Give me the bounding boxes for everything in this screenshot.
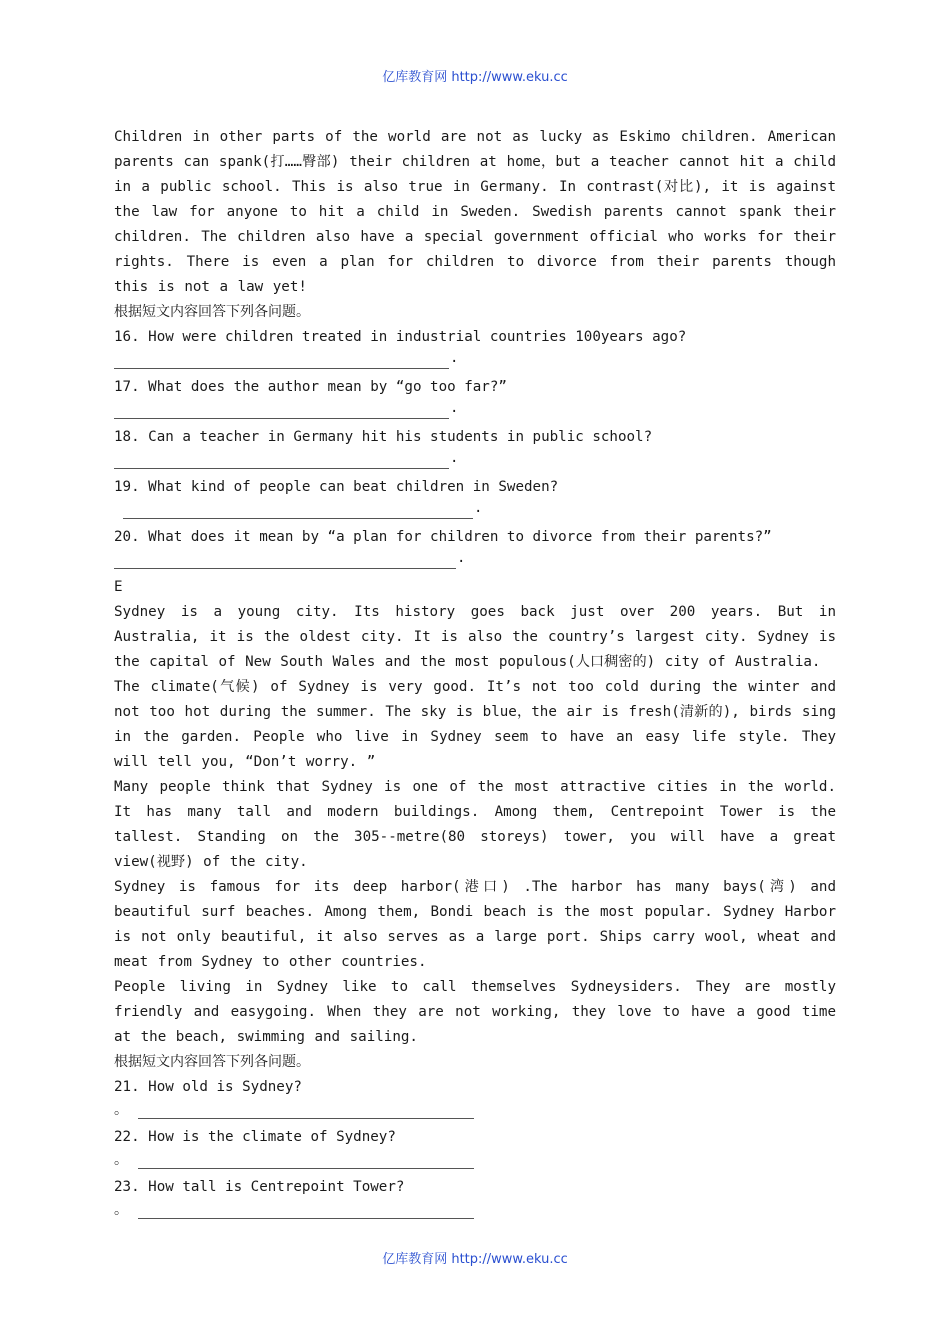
page-footer: 亿库教育网 http://www.eku.cc bbox=[382, 1252, 568, 1267]
passage-e-paragraph-2: The climate(气候) of Sydney is very good. It’s not too cold during the winter and not too hot during the summer. The sky is blue，the air is fresh(清新的), birds sing in the garden. People who live in Sydney seem to have an easy life style. They will tell you, “Don’t worry. ” bbox=[114, 679, 836, 770]
instruction-2: 根据短文内容回答下列各问题。 bbox=[114, 1054, 310, 1070]
question-20: 20. What does it mean by “a plan for children to divorce from their parents?” bbox=[114, 529, 772, 545]
page-header: 亿库教育网 http://www.eku.cc bbox=[382, 70, 568, 85]
section-e-label: E bbox=[114, 579, 123, 595]
answer-line-18[interactable]: . bbox=[114, 450, 836, 475]
instruction-1: 根据短文内容回答下列各问题。 bbox=[114, 304, 310, 320]
answer-line-21[interactable]: 。 bbox=[114, 1100, 836, 1125]
question-17: 17. What does the author mean by “go too far?” bbox=[114, 379, 507, 395]
passage-d: Children in other parts of the world are not as lucky as Eskimo children. American parents can spank(打……臀部) their children at home，but a teacher cannot hit a child in a public school. This is also true in Germany. In contrast(对比), it is against the law for anyone to hit a child in Sweden. Swedish parents cannot spank their children. The children also have a special government official who works for their rights. There is even a plan for children to divorce from their parents though this is not a law yet! bbox=[114, 129, 836, 295]
question-21: 21. How old is Sydney? bbox=[114, 1079, 302, 1095]
answer-line-19[interactable]: . bbox=[114, 500, 836, 525]
passage-e-paragraph-1: Sydney is a young city. Its history goes back just over 200 years. But in Australia, it is the oldest city. It is also the country’s largest city. Sydney is the capital of New South Wales and the most populous(人口稠密的) city of Australia. bbox=[114, 604, 836, 670]
answer-line-17[interactable]: . bbox=[114, 400, 836, 425]
question-16: 16. How were children treated in industrial countries 100years ago? bbox=[114, 329, 687, 345]
answer-line-23[interactable]: 。 bbox=[114, 1200, 836, 1225]
answer-line-16[interactable]: . bbox=[114, 350, 836, 375]
answer-line-22[interactable]: 。 bbox=[114, 1150, 836, 1175]
passage-e-paragraph-4: Sydney is famous for its deep harbor(港口) .The harbor has many bays(湾) and beautiful surf beaches. Among them, Bondi beach is the most popular. Sydney Harbor is not only beautiful, it also serves as a large port. Ships carry wool, wheat and meat from Sydney to other countries. bbox=[114, 879, 836, 970]
answer-line-20[interactable]: . bbox=[114, 550, 836, 575]
question-19: 19. What kind of people can beat children in Sweden? bbox=[114, 479, 559, 495]
passage-e-paragraph-5: People living in Sydney like to call themselves Sydneysiders. They are mostly friendly and easygoing. When they are not working, they love to have a good time at the beach, swimming and sailing. bbox=[114, 979, 836, 1045]
question-22: 22. How is the climate of Sydney? bbox=[114, 1129, 396, 1145]
document-body bbox=[114, 125, 836, 1225]
question-18: 18. Can a teacher in Germany hit his students in public school? bbox=[114, 429, 653, 445]
question-23: 23. How tall is Centrepoint Tower? bbox=[114, 1179, 405, 1195]
passage-e-paragraph-3: Many people think that Sydney is one of the most attractive cities in the world. It has many tall and modern buildings. Among them, Centrepoint Tower is the tallest. Standing on the 305--metre(80 storeys) tower, you will have a great view(视野) of the city. bbox=[114, 779, 836, 870]
